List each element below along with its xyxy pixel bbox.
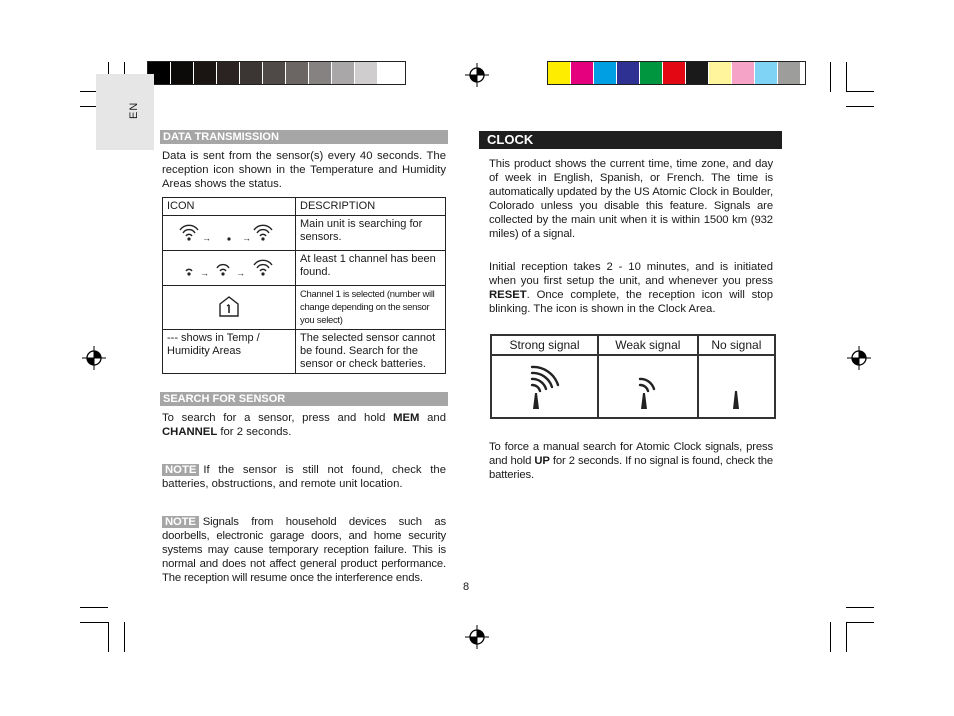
gray-swatch xyxy=(309,62,332,84)
gray-swatch xyxy=(263,62,286,84)
svg-text:→: → xyxy=(202,233,211,243)
note-text: If the sensor is still not found, check the batteries, obstructions, and remote unit location. xyxy=(162,464,446,490)
initial-reception-body xyxy=(489,260,773,316)
col-icon-header: ICON xyxy=(163,198,296,216)
reset-key-label: RESET xyxy=(489,289,527,301)
grayscale-bar xyxy=(148,62,401,84)
color-swatch xyxy=(755,62,778,84)
table-row xyxy=(163,286,446,330)
table-row xyxy=(491,355,775,418)
no-signal-icon xyxy=(698,355,775,418)
color-swatch xyxy=(571,62,594,84)
svg-text:→: → xyxy=(200,268,209,278)
color-swatch xyxy=(594,62,617,84)
gray-swatch xyxy=(171,62,194,84)
strong-signal-label: Strong signal xyxy=(491,335,598,355)
gray-swatch xyxy=(240,62,263,84)
color-swatch xyxy=(732,62,755,84)
language-tab xyxy=(96,74,154,150)
text-run: To search for a sensor, press and hold xyxy=(162,412,394,424)
registration-mark-icon xyxy=(847,346,871,370)
house-channel-icon xyxy=(163,286,296,330)
signal-strength-table xyxy=(490,334,776,419)
data-transmission-body: Data is sent from the sensor(s) every 40 seconds. The reception icon shown in the Temperature and Humidity Areas shows the status. xyxy=(162,150,446,190)
gray-swatch xyxy=(194,62,217,84)
table-cell: --- shows in Temp / Humidity Areas xyxy=(163,330,296,374)
note-paragraph xyxy=(162,515,446,585)
gray-swatch xyxy=(217,62,240,84)
table-header-row xyxy=(163,198,446,216)
text-run: for 2 seconds. xyxy=(217,426,292,438)
reception-icon-table xyxy=(162,197,446,374)
weak-signal-label: Weak signal xyxy=(598,335,698,355)
mem-key-label: MEM xyxy=(393,412,420,424)
registration-mark-icon xyxy=(465,625,489,649)
registration-mark-icon xyxy=(465,63,489,87)
searching-signal-icon xyxy=(163,216,296,251)
color-swatch xyxy=(640,62,663,84)
note-paragraph xyxy=(162,463,446,491)
table-row xyxy=(163,330,446,374)
note-tag: NOTE xyxy=(162,464,199,476)
color-swatch xyxy=(709,62,732,84)
table-row xyxy=(163,216,446,251)
gray-swatch xyxy=(355,62,378,84)
clock-body: This product shows the current time, time zone, and day of week in English, Spanish, or French. The time is automatically updated by the US Atomic Clock in Boulder, Colorado unless you disable this feature. Signals are collected by the main unit when it is within 1500 km (932 miles) of a signal. xyxy=(489,158,773,240)
strong-signal-icon xyxy=(491,355,598,418)
table-row xyxy=(163,251,446,286)
clock-heading: CLOCK xyxy=(479,131,782,149)
search-for-sensor-heading: SEARCH FOR SENSOR xyxy=(160,392,448,406)
page-number: 8 xyxy=(463,581,470,593)
note-tag: NOTE xyxy=(162,516,199,528)
color-swatch xyxy=(663,62,686,84)
text-run: To force a manual search for Atomic Clock signals, press and hold xyxy=(489,441,773,467)
text-run: . Once complete, the reception icon will stop blinking. The icon is shown in the Clock Area. xyxy=(489,289,773,315)
svg-text:→: → xyxy=(242,233,251,243)
note-text: Signals from household devices such as doorbells, electronic garage doors, and home security systems may cause temporary reception failure. This is normal and does not affect general product performance. The reception will resume once the interference ends. xyxy=(162,516,446,584)
data-transmission-heading: DATA TRANSMISSION xyxy=(160,130,448,144)
col-description-header: DESCRIPTION xyxy=(296,198,446,216)
text-run: and xyxy=(419,412,446,424)
gray-swatch xyxy=(332,62,355,84)
gray-swatch xyxy=(378,62,401,84)
color-swatch xyxy=(548,62,571,84)
weak-signal-icon xyxy=(598,355,698,418)
table-cell: Channel 1 is selected (number will change depending on the sensor you select) xyxy=(296,286,446,330)
color-bar xyxy=(548,62,801,84)
no-signal-label: No signal xyxy=(698,335,775,355)
text-run: Initial reception takes 2 - 10 minutes, and is initiated when you first setup the unit, and whenever you press xyxy=(489,261,773,287)
language-label: EN xyxy=(128,101,140,119)
registration-mark-icon xyxy=(82,346,106,370)
table-cell: Main unit is searching for sensors. xyxy=(296,216,446,251)
table-header-row xyxy=(491,335,775,355)
up-key-label: UP xyxy=(534,455,550,467)
gray-swatch xyxy=(286,62,309,84)
table-cell: The selected sensor cannot be found. Search for the sensor or check batteries. xyxy=(296,330,446,374)
color-swatch xyxy=(686,62,709,84)
table-cell: At least 1 channel has been found. xyxy=(296,251,446,286)
channel-key-label: CHANNEL xyxy=(162,426,218,438)
svg-text:→: → xyxy=(236,268,245,278)
search-for-sensor-body xyxy=(162,411,446,439)
manual-search-body xyxy=(489,440,773,482)
color-swatch xyxy=(617,62,640,84)
color-swatch xyxy=(778,62,801,84)
found-signal-icon xyxy=(163,251,296,286)
text-run: for 2 seconds. If no signal is found, check the batteries. xyxy=(489,455,773,481)
